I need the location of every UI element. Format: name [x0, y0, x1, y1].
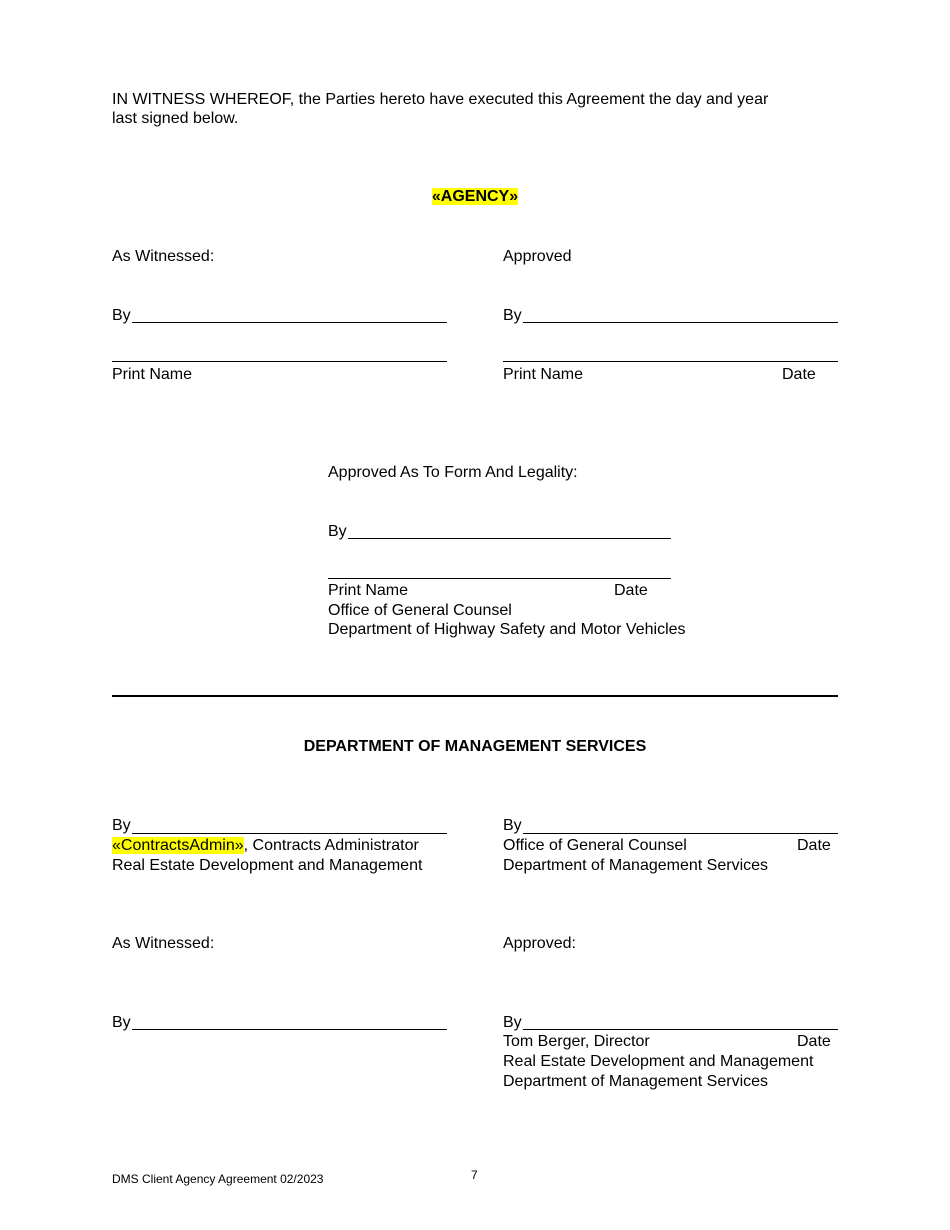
dms-admin-name-line	[112, 836, 419, 856]
dms-ogc-department: Department of Management Services	[503, 857, 769, 874]
agency-witness-name-line[interactable]	[112, 361, 447, 362]
witness-clause-line2: last signed below.	[112, 110, 239, 127]
legal-office: Office of General Counsel	[328, 602, 512, 619]
dms-heading: DEPARTMENT OF MANAGEMENT SERVICES	[303, 738, 647, 755]
agency-approved-by-label: By	[503, 307, 522, 324]
dms-admin-org: Real Estate Development and Management	[112, 857, 423, 874]
dms-director-signature-line[interactable]	[523, 1029, 838, 1030]
dms-ogc-date: Date	[797, 837, 831, 854]
legal-date: Date	[614, 582, 648, 599]
agency-approved-print-name: Print Name	[503, 366, 584, 383]
agency-witness-print-name: Print Name	[112, 366, 193, 383]
agency-approved-name-line[interactable]	[503, 361, 838, 362]
dms-director-date: Date	[797, 1033, 831, 1050]
agency-approved-date: Date	[782, 366, 816, 383]
dms-witness-by-label: By	[112, 1014, 131, 1031]
dms-director-name: Tom Berger, Director	[503, 1033, 650, 1050]
contracts-admin-field: «ContractsAdmin»	[112, 837, 244, 854]
dms-ogc-by-label: By	[503, 817, 522, 834]
legal-print-name: Print Name	[328, 582, 409, 599]
dms-ogc-office: Office of General Counsel	[503, 837, 687, 854]
agency-heading: «AGENCY»	[431, 188, 519, 205]
legal-name-line[interactable]	[328, 578, 671, 579]
agency-approved-signature-line[interactable]	[523, 322, 838, 323]
agency-witnessed-label: As Witnessed:	[112, 248, 215, 265]
dms-ogc-signature-line[interactable]	[523, 833, 838, 834]
dms-approved-label: Approved:	[503, 935, 576, 952]
page-number: 7	[471, 1168, 478, 1182]
section-divider	[112, 695, 838, 697]
footer-doc-id: DMS Client Agency Agreement 02/2023	[112, 1172, 324, 1186]
agency-heading-wrap	[0, 187, 950, 207]
legal-by-label: By	[328, 523, 347, 540]
contracts-admin-title: , Contracts Administrator	[243, 837, 419, 854]
dms-witness-signature-line[interactable]	[132, 1029, 447, 1030]
dms-director-org1: Real Estate Development and Management	[503, 1053, 814, 1070]
dms-director-by-label: By	[503, 1014, 522, 1031]
dms-director-org2: Department of Management Services	[503, 1073, 769, 1090]
witness-clause-line1: IN WITNESS WHEREOF, the Parties hereto have executed this Agreement the day and year	[112, 91, 769, 108]
dms-witnessed-label: As Witnessed:	[112, 935, 215, 952]
agency-approved-label: Approved	[503, 248, 572, 265]
legal-heading: Approved As To Form And Legality:	[328, 464, 578, 481]
agency-witness-by-label: By	[112, 307, 131, 324]
legal-department: Department of Highway Safety and Motor Vehicles	[328, 621, 686, 638]
dms-admin-by-label: By	[112, 817, 131, 834]
agency-witness-signature-line[interactable]	[132, 322, 447, 323]
legal-signature-line[interactable]	[348, 538, 671, 539]
dms-admin-signature-line[interactable]	[132, 833, 447, 834]
